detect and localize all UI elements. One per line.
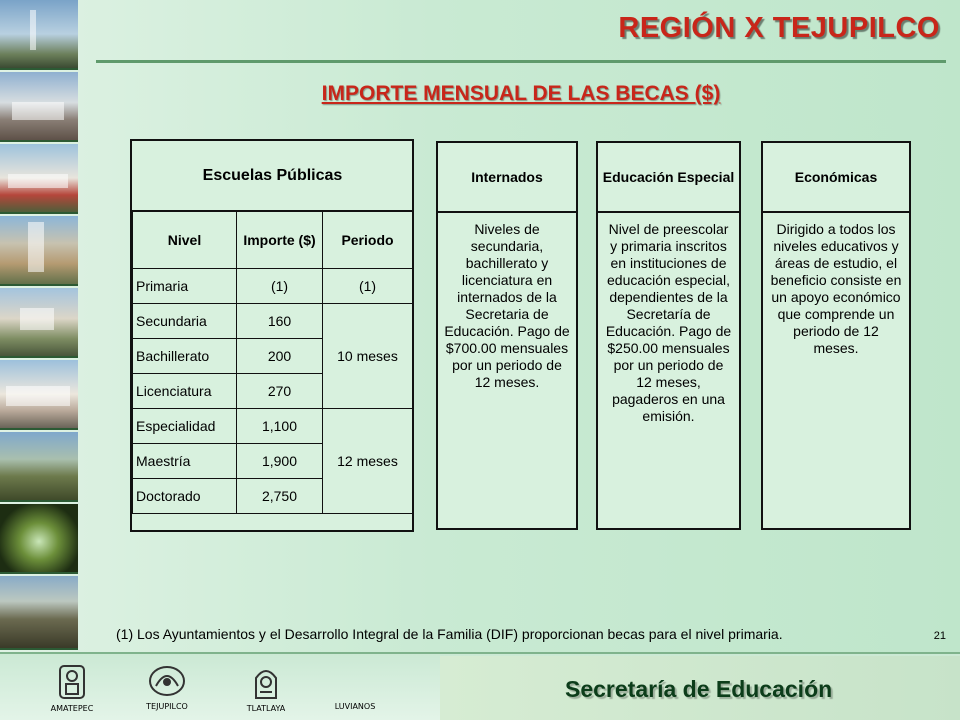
cell-nivel: Especialidad	[133, 408, 237, 443]
public-schools-table	[130, 139, 414, 532]
column-header-nivel: Nivel	[133, 211, 237, 268]
cell-periodo-12-meses: 12 meses	[323, 408, 413, 513]
cell-importe: 270	[237, 373, 323, 408]
column-header-periodo: Periodo	[323, 211, 413, 268]
photo-government-building	[0, 360, 78, 430]
amatepec-glyph-icon	[54, 662, 90, 702]
cell-importe: 1,100	[237, 408, 323, 443]
page-number: 21	[933, 630, 946, 642]
luvianos-logo	[325, 700, 385, 711]
photo-church-tower	[0, 0, 78, 70]
photo-market-building	[0, 72, 78, 142]
tlatlaya-logo	[236, 662, 296, 713]
cell-importe: (1)	[237, 268, 323, 303]
luvianos-label: LUVIANOS	[334, 702, 376, 711]
educacion-especial-description: Nivel de preescolar y primaria inscritos en instituciones de educación especial, dependientes de la Secretaría de Educación. Pago de $250.00 mensuales por un periodo de 12 meses, pagaderos en una emisión.	[605, 221, 732, 424]
economicas-title: Económicas	[763, 143, 909, 213]
photo-hills	[0, 576, 78, 650]
secretaria-title: Secretaría de Educación	[565, 676, 833, 702]
tejupilco-logo	[137, 662, 197, 711]
cell-importe: 200	[237, 338, 323, 373]
educacion-especial-title: Educación Especial	[598, 143, 739, 213]
table-row	[133, 408, 413, 443]
footnote: (1) Los Ayuntamientos y el Desarrollo Integral de la Familia (DIF) proporcionan becas para el nivel primaria.	[116, 626, 783, 642]
page-title: IMPORTE MENSUAL DE LAS BECAS ($)	[321, 82, 721, 105]
photo-mountains	[0, 432, 78, 502]
table-row	[133, 303, 413, 338]
economicas-description: Dirigido a todos los niveles educativos y áreas de estudio, el beneficio consiste en un apoyo económico que comprende un periodo de 12 meses.	[770, 221, 902, 356]
cell-periodo-10-meses: 10 meses	[323, 303, 413, 408]
cell-nivel: Bachillerato	[133, 338, 237, 373]
internados-panel	[436, 141, 578, 530]
column-header-importe: Importe ($)	[237, 211, 323, 268]
cell-nivel: Maestría	[133, 443, 237, 478]
amatepec-logo	[42, 662, 102, 713]
tejupilco-glyph-icon	[147, 662, 187, 700]
cell-nivel: Doctorado	[133, 478, 237, 513]
economicas-panel	[761, 141, 911, 530]
photo-town-hall	[0, 144, 78, 214]
photo-cave	[0, 504, 78, 574]
internados-title: Internados	[438, 143, 576, 213]
header-divider	[96, 60, 946, 63]
photo-strip	[0, 0, 78, 650]
tejupilco-label: TEJUPILCO	[146, 702, 188, 711]
photo-church	[0, 216, 78, 286]
tlatlaya-glyph-icon	[248, 662, 284, 702]
region-title: REGIÓN X TEJUPILCO	[618, 12, 940, 44]
cell-importe: 160	[237, 303, 323, 338]
cell-nivel: Secundaria	[133, 303, 237, 338]
cell-nivel: Primaria	[133, 268, 237, 303]
cell-importe: 2,750	[237, 478, 323, 513]
photo-plaza	[0, 288, 78, 358]
tlatlaya-label: TLATLAYA	[246, 704, 286, 713]
internados-description: Niveles de secundaria, bachillerato y licenciatura en internados de la Secretaria de Educación. Pago de $700.00 mensuales por un periodo de 12 meses.	[444, 221, 570, 390]
amatepec-label: AMATEPEC	[50, 704, 94, 713]
cell-periodo: (1)	[323, 268, 413, 303]
table-row	[133, 268, 413, 303]
cell-importe: 1,900	[237, 443, 323, 478]
public-schools-title: Escuelas Públicas	[133, 141, 413, 211]
cell-nivel: Licenciatura	[133, 373, 237, 408]
educacion-especial-panel	[596, 141, 741, 530]
